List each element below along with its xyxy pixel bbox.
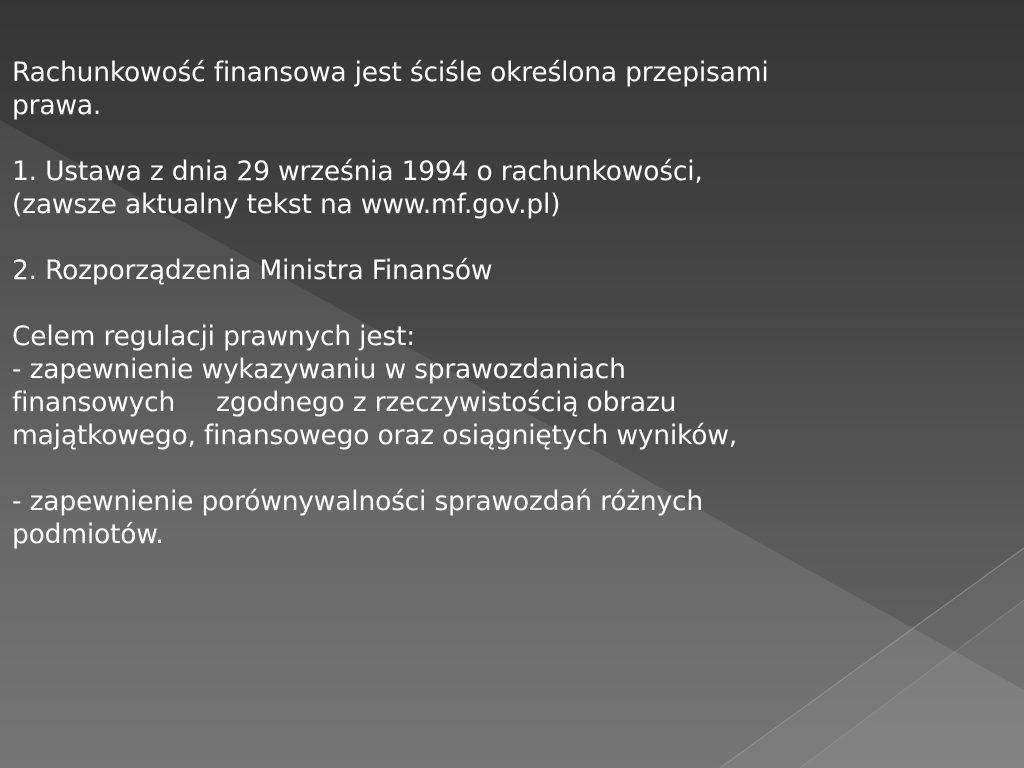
spacer	[12, 221, 1012, 254]
goal1-line-3: majątkowego, finansowego oraz osiągniętych wyników,	[12, 420, 737, 451]
spacer	[12, 287, 1012, 320]
intro-line-2: prawa.	[12, 90, 102, 121]
item2: 2. Rozporządzenia Ministra Finansów	[12, 255, 493, 286]
item1-line-1: 1. Ustawa z dnia 29 września 1994 o rachunkowości,	[12, 156, 703, 187]
intro-line-1: Rachunkowość finansowa jest ściśle określona przepisami	[12, 57, 769, 88]
goal-heading: Celem regulacji prawnych jest:	[12, 321, 415, 352]
goal2-line-2: podmiotów.	[12, 519, 164, 550]
goal2-line-1: - zapewnienie porównywalności sprawozdań różnych	[12, 486, 703, 517]
item1-line-2: (zawsze aktualny tekst na www.mf.gov.pl)	[12, 189, 561, 220]
goal1-line-1: - zapewnienie wykazywaniu w sprawozdaniach	[12, 354, 626, 385]
goal1-line-2: finansowych zgodnego z rzeczywistością obrazu	[12, 387, 677, 418]
spacer	[12, 452, 1012, 485]
spacer	[12, 122, 1012, 155]
slide-body	[12, 56, 1012, 551]
